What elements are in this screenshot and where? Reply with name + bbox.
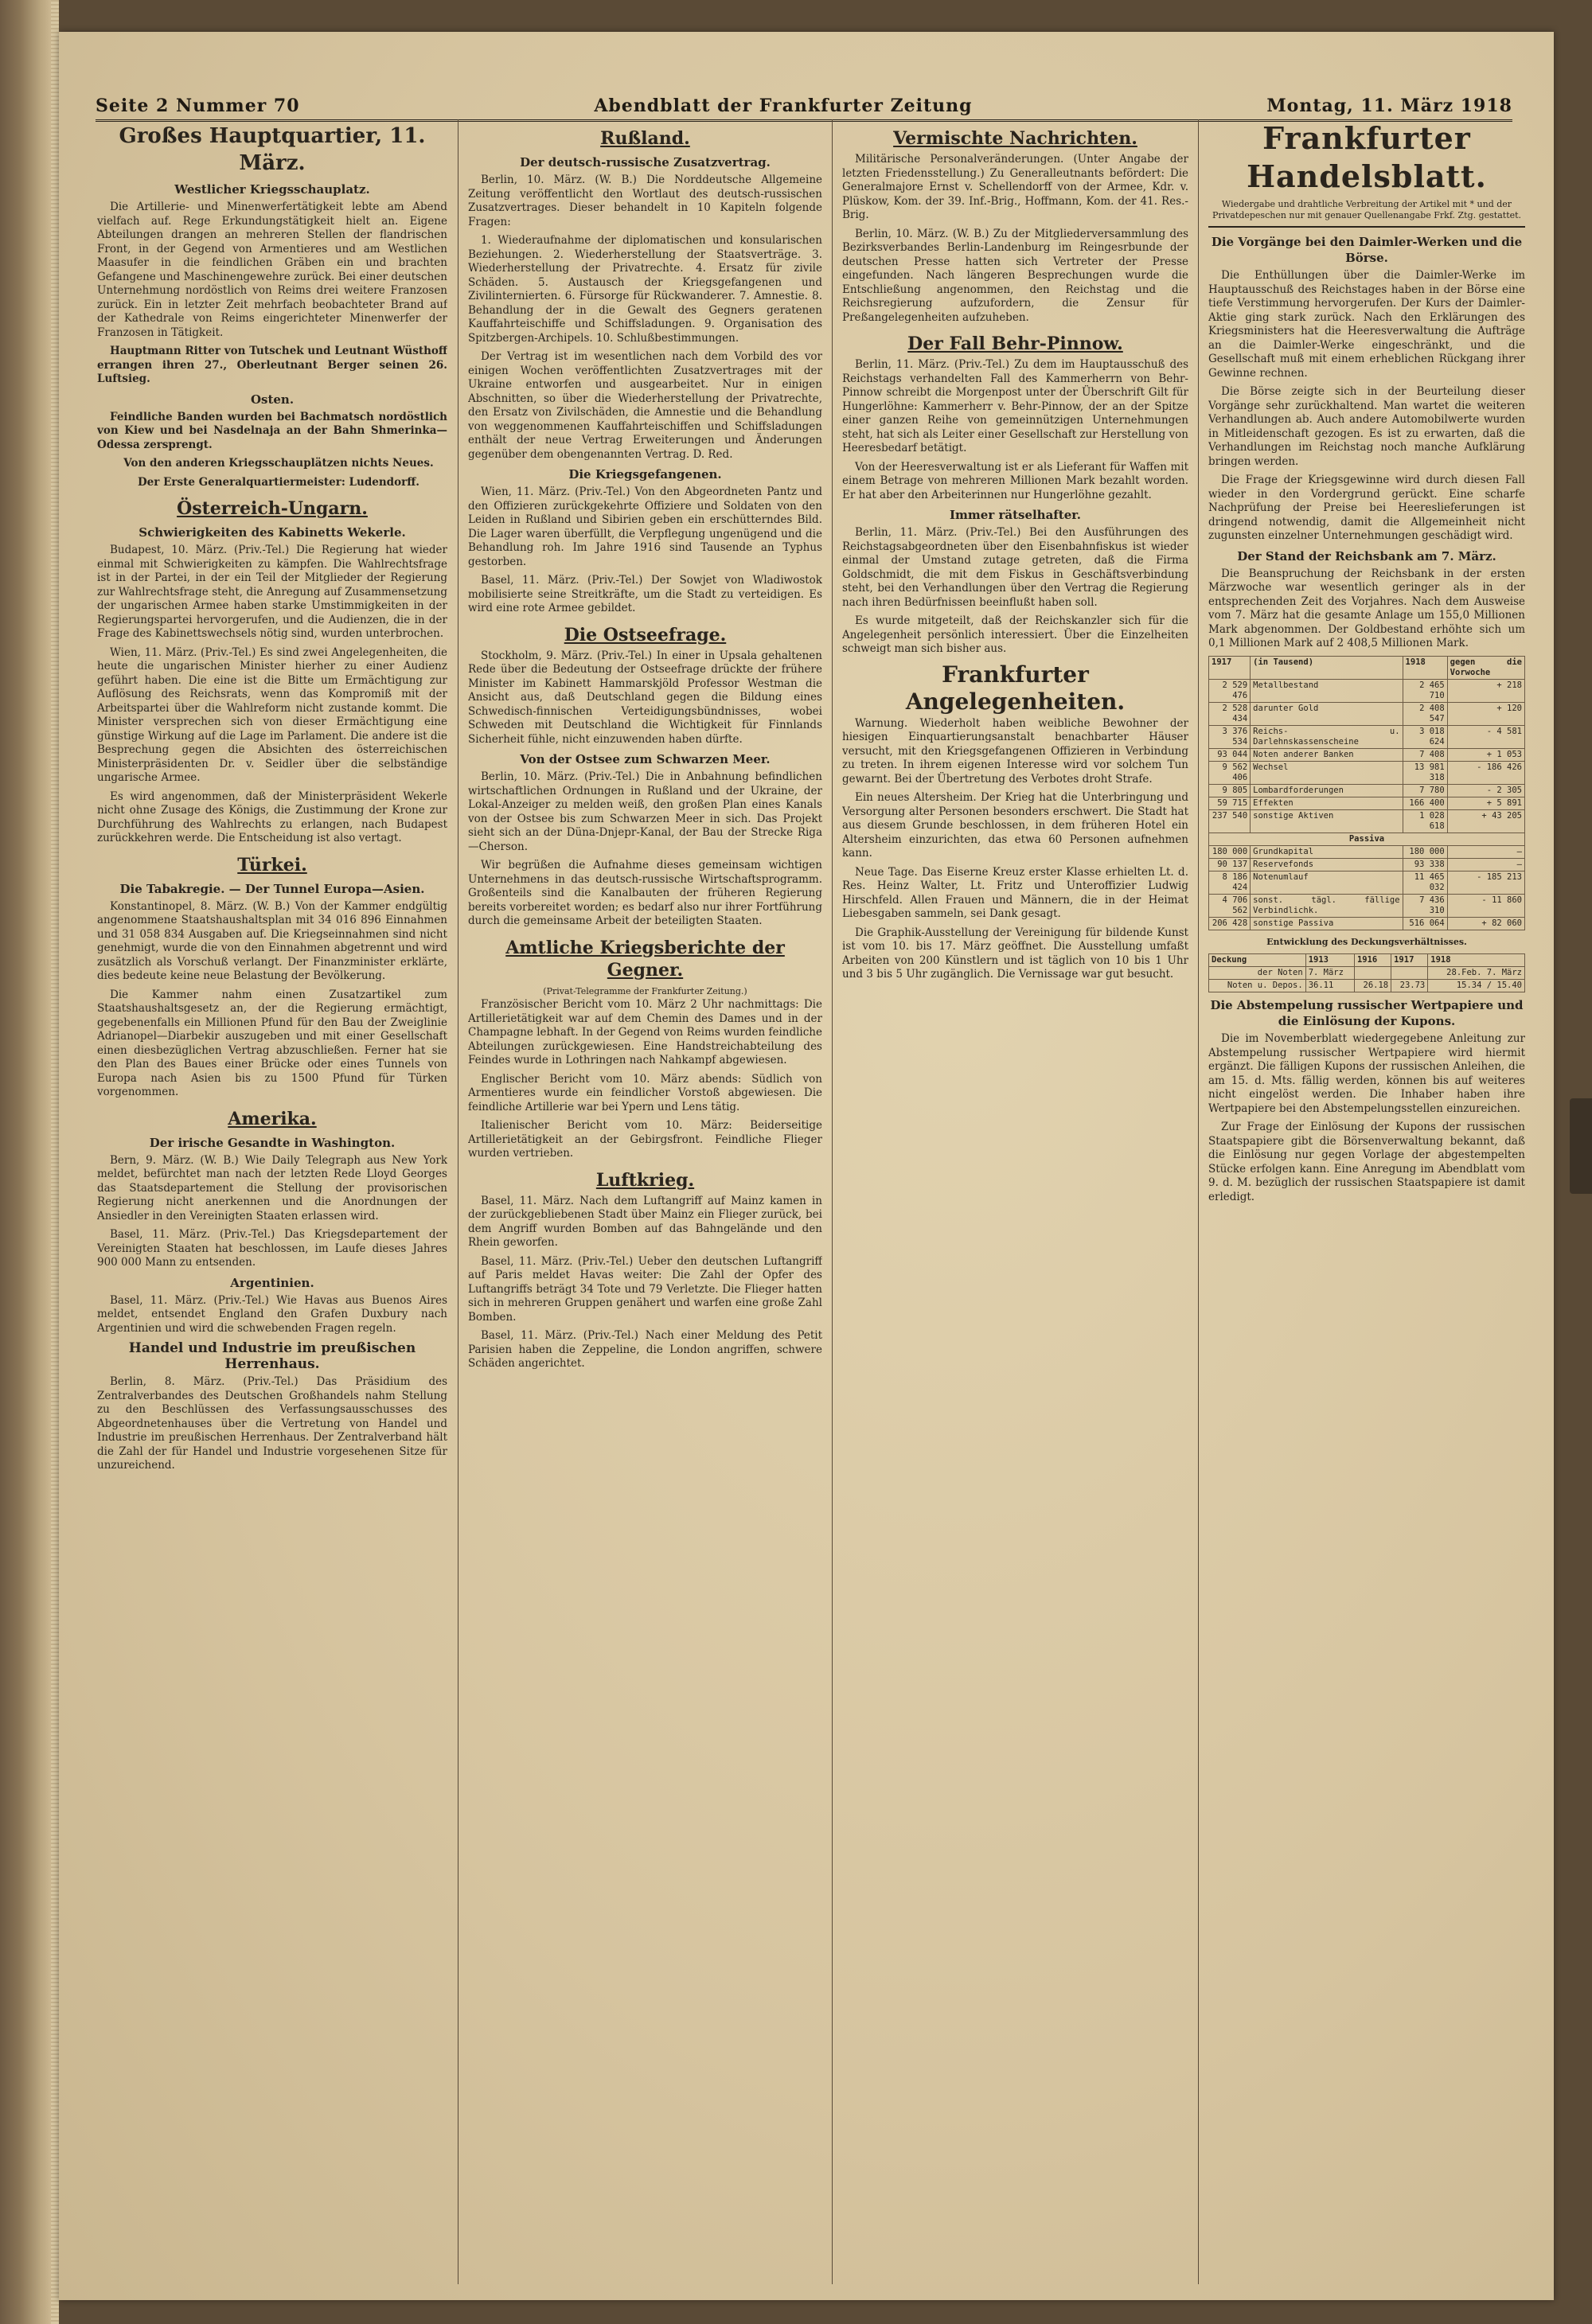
article-paragraph: Die Beanspruchung der Reichsbank in der ersten Märzwoche war wesentlich geringer als in der entsprechenden Zeit des Vorjahres. Nach dem Ausweise vom 7. März hat die gesamte Anlage um 155,0 Millionen Mark abgenommen. Der Goldbestand erhöhte sich um 0,1 Millionen Mark auf 2 408,5 Millionen Mark. [1208, 567, 1525, 649]
table-header-cell: 1916 [1354, 954, 1391, 967]
table-cell: 180 000 [1403, 845, 1447, 858]
article-paragraph: Wien, 11. März. (Priv.-Tel.) Es sind zwei Angelegenheiten, die heute die ungarischen Minister hierher zu einer Audienz geführt haben. Die eine ist die Bitte um Ermächtigung zur Auflösung des Reichsrats, wenn das Kompromiß mit der Arbeitspartei über die Wahlreform nicht zustande kommt. Die Minister versprechen sich von dieser Ermächtigung eine günstige Wirkung auf die Lage im Parlament. Die andere ist die Besprechung gegen die Absichten des österreichischen Ministerpräsidenten Dr. v. Seidler über die selbständige ungarische Armee. [97, 645, 447, 784]
table-cell: Effekten [1251, 797, 1403, 809]
table-row [1209, 845, 1525, 858]
article-paragraph: Die Kammer nahm einen Zusatzartikel zum Staatshaushaltsgesetz an, der die Regierung ermächtigt, gegebenenfalls ein Millionen Pfund für den Bau der Zweiglinie Adrianopel—Diarbekir auszugeben und mit einer Gesellschaft einen diesbezüglichen Vertrag abzuschließen. Ferner hat sie den Plan des Baues einer Brücke oder eines Tunnels von Europa nach Asien bis zu 1500 Pfund für Türken vorgenommen. [97, 988, 447, 1098]
table-row [1209, 784, 1525, 797]
article-paragraph: Der Vertrag ist im wesentlichen nach dem Vorbild des vor einigen Wochen veröffentlichten Zusatzvertrages mit der Ukraine entworfen und ausgearbeitet. Nur in einigen Abschnitten, so über die Wiederherstellung der Privatrechte, den Ersatz von Zivilschäden, die Amnestie und die Behandlung von weggenommenen Kauffahrteischiffen und Schiffsladungen enthält der neue Vertrag Erweiterungen und Änderungen gegenüber dem obengenannten Vertrag. D. Red. [468, 350, 822, 461]
table-cell: - 4 581 [1447, 725, 1524, 748]
table-cell: 15.34 / 15.40 [1428, 980, 1525, 992]
table-row [1209, 809, 1525, 833]
table-row [1209, 679, 1525, 702]
table-cell [1391, 967, 1428, 980]
article-subheadline: Von der Ostsee zum Schwarzen Meer. [520, 752, 771, 766]
article-subheadline: Der deutsch-russische Zusatzvertrag. [520, 155, 771, 170]
table-cell: 9 562 406 [1209, 761, 1251, 784]
reichsbank-table [1208, 656, 1525, 930]
article-paragraph: Es wird angenommen, daß der Ministerpräsident Wekerle nicht ohne Zusage des Königs, die Zustimmung der Krone zur Durchführung des Wahlrechts zu erlangen, nach Budapest zurückkehren werde. Die Entscheidung ist also vertagt. [97, 790, 447, 844]
table-row [1209, 917, 1525, 930]
column-2 [468, 119, 822, 2284]
table-cell: - 11 860 [1447, 894, 1524, 917]
table-row [1209, 871, 1525, 894]
table-cell: 36.11 [1305, 980, 1354, 992]
table-cell: sonst. tägl. fällige Verbindlichk. [1251, 894, 1403, 917]
table-cell: 2 408 547 [1403, 702, 1447, 725]
article-paragraph: Basel, 11. März. (Priv.-Tel.) Wie Havas aus Buenos Aires meldet, entsendet England den Grafen Duxbury nach Argentinien und wird die schwebenden Fragen regeln. [97, 1293, 447, 1335]
column-4-handelsblatt [1208, 119, 1525, 2284]
table-body-aktiva [1209, 679, 1525, 833]
article-subheadline: Die Tabakregie. — Der Tunnel Europa—Asien. [119, 881, 425, 896]
section-headline: Amtliche Kriegsberichte der Gegner. [505, 937, 785, 981]
table-cell: + 218 [1447, 679, 1524, 702]
table-cell: 7. März [1305, 967, 1354, 980]
header-masthead: Abendblatt der Frankfurter Zeitung [594, 96, 973, 116]
page-tab-marker [1570, 1098, 1592, 1194]
column-rule [1198, 119, 1199, 2284]
article-paragraph: Die Börse zeigte sich in der Beurteilung dieser Vorgänge sehr zurückhaltend. Man wartet die weiteren Verhandlungen ab. Auch andere Automobilwerte wurden in Mitleidenschaft gezogen. Es ist zu erwarten, daß die Verhandlungen im Reichstag noch manche Aufklärung bringen werden. [1208, 385, 1525, 468]
article-paragraph: Wien, 11. März. (Priv.-Tel.) Von den Abgeordneten Pantz und den Offizieren zurückgekehrte Offiziere und Soldaten von den Leiden in Rußland und Sibirien geben ein erschütterndes Bild. Die Lager waren überfüllt, die Verpflegung ungenügend und die Behandlung roh. Im Jahre 1916 sind Tausende an Typhus gestorben. [468, 485, 822, 568]
article-paragraph: Die Frage der Kriegsgewinne wird durch diesen Fall wieder in den Vordergrund gerückt. Eine scharfe Nachprüfung der Preise bei Heereslieferungen ist dringend notwendig, damit die Allgemeinheit nicht zugunsten einzelner Unternehmungen geschädigt wird. [1208, 474, 1525, 542]
article-paragraph: Berlin, 10. März. (W. B.) Zu der Mitgliederversammlung des Bezirksverbandes Berlin-Landenburg im Reingesrbunde der deutschen Presse hatten sich Vertreter der Presse eingefunden. Nach längeren Besprechungen wurde die Entschließung angenommen, den Reichstag und die Reichsregierung aufzufordern, die Zensur für Preßangelegenheiten aufzuheben. [842, 227, 1188, 324]
table-cell: 166 400 [1403, 797, 1447, 809]
table-cell: Notenumlauf [1251, 871, 1403, 894]
article-paragraph: Berlin, 10. März. (W. B.) Die Norddeutsche Allgemeine Zeitung veröffentlicht den Wortlaut des deutsch-russischen Zusatzvertrages. Dieser behandelt in 10 Kapiteln folgende Fragen: [468, 174, 822, 228]
table-cell: Lombardforderungen [1251, 784, 1403, 797]
table-row [1209, 894, 1525, 917]
article-paragraph: Berlin, 11. März. (Priv.-Tel.) Zu dem im Hauptausschuß des Reichstags verhandelten Fall des Kammerherrn von Behr-Pinnow schreibt die Morgenpost unter der Überschrift Gilt für Hungerlöhne: Kammerherr v. Behr-Pinnow, der an der Spitze einer ganzen Reihe von gemeinnützigen Unternehmungen steht, hat sich als Leiter einer Gesellschaft zur Herstellung von Heeresbedarf betätigt. [842, 358, 1188, 454]
article-signature: Der Erste Generalquartiermeister: Ludendorff. [137, 475, 420, 489]
section-headline: Österreich-Ungarn. [177, 498, 368, 519]
table-row [1209, 761, 1525, 784]
table-cell: 59 715 [1209, 797, 1251, 809]
table-header-cell: 1917 [1209, 656, 1251, 679]
article-subheadline: Die Abstempelung russischer Wertpapiere und die Einlösung der Kupons. [1210, 998, 1524, 1028]
table-cell: der Noten [1209, 967, 1306, 980]
article-paragraph: Die im Novemberblatt wiedergegebene Anleitung zur Abstempelung russischer Wertpapiere wird hiermit ergänzt. Die fälligen Kupons der russischen Anleihen, die am 15. d. Mts. fällig werden, können bis auf weiteres nicht eingelöst werden. Die Inhaber haben ihre Wertpapiere bei den Abstempelungsstellen einzureichen. [1208, 1032, 1525, 1115]
table-cell: — [1447, 845, 1524, 858]
column-3 [842, 119, 1188, 2284]
table-cell: 4 706 562 [1209, 894, 1251, 917]
article-subheadline: Die Kriegsgefangenen. [568, 467, 722, 482]
section-headline: Amerika. [228, 1108, 317, 1129]
article-paragraph: Berlin, 8. März. (Priv.-Tel.) Das Präsidium des Zentralverbandes des Deutschen Großhandels nahm Stellung zu den Beschlüssen des Verfassungsausschusses des Abgeordnetenhauses über die Vertretung von Handel und Industrie im preußischen Herrenhaus. Der Zentralverband hält die Zahl der für Handel und Industrie vorgesehenen Sitze für unzureichend. [97, 1375, 447, 1472]
table-cell: 1 028 618 [1403, 809, 1447, 833]
article-paragraph: Von der Heeresverwaltung ist er als Lieferant für Waffen mit einem Betrage von mehreren Millionen Mark bezahlt worden. Er hat aber den Arbeiterinnen nur Hungerlöhne gezahlt. [842, 460, 1188, 501]
table-cell: Reservefonds [1251, 858, 1403, 871]
article-paragraph: Zur Frage der Einlösung der Kupons der russischen Staatspapiere gibt die Börsenverwaltung bekannt, daß die Einlösung nur gegen Vorlage der abgestempelten Stücke erfolgen kann. Eine Anregung im Abendblatt vom 9. d. M. bezüglich der russischen Staatspapiere ist damit erledigt. [1208, 1121, 1525, 1203]
article-subheadline: Die Vorgänge bei den Daimler-Werken und die Börse. [1211, 235, 1523, 265]
column-rule [832, 119, 833, 2284]
article-paragraph: Budapest, 10. März. (Priv.-Tel.) Die Regierung hat wieder einmal mit Schwierigkeiten zu kämpfen. Die Wahlrechtsfrage ist in der Partei, in der ein Teil der Mitglieder der Regierung zur Wahlrechtsfrage steht, die Anregung auf Zusammensetzung der ungarischen Armee haben starke Umstimmigkeiten in der Regierungspartei hervorgerufen, und die Audienzen, die in der Frage des Kabinettswechsels nötig sind, wurden unterbrochen. [97, 544, 447, 640]
article-paragraph: Die Enthüllungen über die Daimler-Werke im Hauptausschuß des Reichstages haben in der Börse eine tiefe Verstimmung hervorgerufen. Der Kurs der Daimler-Aktie ging stark zurück. Nach den Erklärungen des Kriegsministers hat die Heeresverwaltung die Aufträge an die Daimler-Werke eingeschränkt, und die Gesellschaft muß mit einem erheblichen Rückgang ihrer Gewinne rechnen. [1208, 269, 1525, 380]
article-paragraph: Warnung. Wiederholt haben weibliche Bewohner der hiesigen Einquartierungsanstalt benachbarter Häuser versucht, mit den Kriegsgefangenen Offizieren in Verbindung zu treten. In ihrem eigenen Interesse wird vor solchem Tun gewarnt. Bei der Übertretung des Verbotes droht Strafe. [842, 716, 1188, 786]
article-paragraph: Militärische Personalveränderungen. (Unter Angabe der letzten Friedensstellung.) Zu Generalleutnants befördert: Die Generalmajore Ernst v. Schellendorff von der Armee, Kdr. v. Plüskow, Kom. der 39. Inf.-Brig., Hoffmann, Kom. der 41. Res.-Brig. [842, 153, 1188, 221]
table-cell: + 1 053 [1447, 748, 1524, 761]
table-cell: 7 408 [1403, 748, 1447, 761]
table-cell: sonstige Passiva [1251, 917, 1403, 930]
section-headline: Rußland. [600, 128, 690, 149]
table-row [1209, 702, 1525, 725]
section-headline: Vermischte Nachrichten. [893, 128, 1137, 149]
article-paragraph: Berlin, 10. März. (Priv.-Tel.) Die in Anbahnung befindlichen wirtschaftlichen Ordnungen in Rußland und der Ukraine, der Lokal-Anzeiger zu melden weiß, den großen Plan eines Kanals von der Ostsee bis zum Schwarzen Meer in sich. Das Projekt sieht sich an der Düna-Dnjepr-Kanal, der Bau der Strecke Riga—Cherson. [468, 770, 822, 853]
table-section-row [1209, 833, 1525, 845]
table-cell: 206 428 [1209, 917, 1251, 930]
table-cell: 93 044 [1209, 748, 1251, 761]
table-header-cell: 1918 [1428, 954, 1525, 967]
article-paragraph: Bern, 9. März. (W. B.) Wie Daily Telegraph aus New York meldet, befürchtet man nach der letzten Rede Lloyd Georges das Staatsdepartement die Stellung der provisorischen Regierung nicht anerkennen und die Anordnungen der Ansiedler in den Vereinigten Staaten erlassen wird. [97, 1153, 447, 1222]
handelsblatt-title: Frankfurter Handelsblatt. [1247, 120, 1487, 194]
table-cell: + 43 205 [1447, 809, 1524, 833]
article-paragraph: Von den anderen Kriegsschauplätzen nichts Neues. [123, 457, 434, 470]
article-subheadline: Der irische Gesandte in Washington. [149, 1135, 396, 1150]
coverage-table-body [1209, 967, 1525, 992]
table-cell: 90 137 [1209, 858, 1251, 871]
article-paragraph: Basel, 11. März. (Priv.-Tel.) Nach einer Meldung des Petit Parisien haben die Zeppeline, die London angriffen, schwere Schäden angerichtet. [468, 1329, 822, 1370]
article-paragraph: Basel, 11. März. (Priv.-Tel.) Das Kriegsdepartement der Vereinigten Staaten hat beschlossen, im Laufe dieses Jahres 900 000 Mann zu entsenden. [97, 1228, 447, 1269]
table-header-cell: 1918 [1403, 656, 1447, 679]
table-cell: 3 376 534 [1209, 725, 1251, 748]
article-paragraph: Es wurde mitgeteilt, daß der Reichskanzler sich für die Angelegenheit persönlich interessiert. Über die Einzelheiten schweigt man sich bisher aus. [842, 614, 1188, 655]
table-cell: sonstige Aktiven [1251, 809, 1403, 833]
article-paragraph: Hauptmann Ritter von Tutschek und Leutnant Wüsthoff errangen ihren 27., Oberleutnant Berger seinen 26. Luftsieg. [97, 345, 447, 385]
table-cell: - 2 305 [1447, 784, 1524, 797]
article-subheadline: Immer rätselhafter. [950, 508, 1081, 522]
table-cell: 2 529 476 [1209, 679, 1251, 702]
article-subheadline: Westlicher Kriegsschauplatz. [174, 182, 370, 197]
table-header-cell: (in Tausend) [1251, 656, 1403, 679]
article-paragraph: Konstantinopel, 8. März. (W. B.) Von der Kammer endgültig angenommene Staatshaushaltsplan mit 34 016 896 Einnahmen und 31 058 834 Ausgaben auf. Die Kriegseinnahmen sind nicht genehmigt, wurde die von den Einnahmen abgetrennt und wird zusätzlich als Vorschuß verlangt. Der Finanzminister erklärte, dies bedeute keine neue Belastung der Bevölkerung. [97, 899, 447, 982]
table-cell [1354, 967, 1391, 980]
table-cell: 2 528 434 [1209, 702, 1251, 725]
article-paragraph: Die Graphik-Ausstellung der Vereinigung für bildende Kunst ist vom 10. bis 17. März geöffnet. Die Ausstellung umfaßt Arbeiten von 200 Künstlern und ist täglich von 10 bis 1 Uhr und 3 bis 5 Uhr zugänglich. Die Vernissage war gut besucht. [842, 926, 1188, 981]
table-header-row [1209, 656, 1525, 679]
article-paragraph: Ein neues Altersheim. Der Krieg hat die Unterbringung und Versorgung alter Personen besonders erschwert. Die Stadt hat aus diesem Grunde beschlossen, in dem früheren Hotel ein Altersheim einzurichten, das etwa 60 Personen aufnehmen kann. [842, 791, 1188, 860]
table-cell: 23.73 [1391, 980, 1428, 992]
table-cell: Grundkapital [1251, 845, 1403, 858]
table-cell: 516 064 [1403, 917, 1447, 930]
table-cell: darunter Gold [1251, 702, 1403, 725]
column-1 [97, 119, 447, 2284]
table-cell: 28.Feb. 7. März [1428, 967, 1525, 980]
article-paragraph: Basel, 11. März. (Priv.-Tel.) Der Sowjet von Wladiwostok mobilisierte seine Streitkräfte, um die Stadt zu verteidigen. Es wird eine rote Armee gebildet. [468, 574, 822, 614]
table-row [1209, 797, 1525, 809]
table-header-cell: Deckung [1209, 954, 1306, 967]
article-paragraph: Stockholm, 9. März. (Priv.-Tel.) In einer in Upsala gehaltenen Rede über die Bedeutung der Ostseefrage drückte der frühere Minister im Kabinett Hammarskjöld Professor Westman die Ansicht aus, daß Deutschland gegen die Bildung eines Schwedisch-finnischen Verteidigungsbündnisses, wobei Schweden mit Deutschland die Wichtigkeit für Finnlands Sicherheit fühle, nicht einzuwenden haben dürfte. [468, 649, 822, 746]
table-body-passiva [1209, 845, 1525, 930]
header-date: Montag, 11. März 1918 [1266, 96, 1512, 116]
article-paragraph: Basel, 11. März. (Priv.-Tel.) Ueber den deutschen Luftangriff auf Paris meldet Havas weiter: Die Zahl der Opfer des Luftangriffs beträgt 34 Tote und 79 Verletzte. Die Flieger hatten sich in mehreren Gruppen genähert und warfen eine große Zahl Bomben. [468, 1254, 822, 1324]
article-subheadline: Schwierigkeiten des Kabinetts Wekerle. [139, 525, 406, 540]
table-cell: + 120 [1447, 702, 1524, 725]
section-headline: Frankfurter Angelegenheiten. [905, 661, 1126, 715]
table-cell: 26.18 [1354, 980, 1391, 992]
article-list: 1. Wiederaufnahme der diplomatischen und konsularischen Beziehungen. 2. Wiederherstellung der Staatsverträge. 3. Wiederherstellung der Privatrechte. 4. Ersatz für zivile Schäden. 5. Austausch der Kriegsgefangenen und Zivilinternierten. 6. Fürsorge für Rückwanderer. 7. Amnestie. 8. Behandlung der in die Gewalt des Gegners geratenen Kauffahrteischiffe und Schiffsladungen. 9. Organisation des Spitzbergen-Archipels. 10. Schlußbestimmungen. [468, 234, 822, 345]
article-paragraph: Wir begrüßen die Aufnahme dieses gemeinsam wichtigen Unternehmens in das deutsch-russische Wirtschaftsprogramm. Großenteils sind die Kanalbauten der früheren Regierung bereits vorbereitet worden; es bedarf also nur ihrer Fortführung durch die gemeinsame Arbeit der beteiligten Staaten. [468, 859, 822, 927]
article-subheadline: Argentinien. [230, 1275, 314, 1290]
section-headline: Luftkrieg. [595, 1169, 695, 1191]
table-row [1209, 748, 1525, 761]
article-subheadline: Osten. [250, 392, 295, 407]
table-cell: 13 981 318 [1403, 761, 1447, 784]
table-cell: 237 540 [1209, 809, 1251, 833]
table-cell: Wechsel [1251, 761, 1403, 784]
table-cell: 180 000 [1209, 845, 1251, 858]
table-cell: 2 465 710 [1403, 679, 1447, 702]
table-cell: — [1447, 858, 1524, 871]
table-row [1209, 980, 1525, 992]
page-header [96, 88, 1512, 122]
table-row [1209, 967, 1525, 980]
article-paragraph: Berlin, 11. März. (Priv.-Tel.) Bei den Ausführungen des Reichstagsabgeordneten über den Eisenbahnfiskus ist wieder einmal der Umstand zutage getreten, daß die Firma Goldschmidt, die mit dem Fiskus in Geschäftsverbindung steht, bei den Verhandlungen über den Vertrag die Regierung nach ihren Bedürfnissen beeinflußt haben soll. [842, 526, 1188, 609]
article-paragraph: Italienischer Bericht vom 10. März: Beiderseitige Artillerietätigkeit an der Gebirgsfront. Feindliche Flieger wurden vertrieben. [468, 1119, 822, 1160]
article-paragraph: Die Artillerie- und Minenwerfertätigkeit lebte am Abend vielfach auf. Rege Erkundungstätigkeit hielt an. Eigene Abteilungen drangen an mehreren Stellen der flandrischen Front, in der Gegend von Armentieres und am Westlichen Maasufer in die feindlichen Gräben ein und brachten Gefangene und Maschinengewehre zurück. Bei einer deutschen Unternehmung nordöstlich von Reims drei weitere Franzosen zurück. Ein in letzter Zeit mehrfach beobachteter Brand auf der Kathedrale von Reims eingerichteter Minenwerfer der Franzosen in Tätigkeit. [97, 201, 447, 339]
table-cell: + 82 060 [1447, 917, 1524, 930]
article-paragraph: Englischer Bericht vom 10. März abends: Südlich von Armentieres wurde ein feindlicher Vorstoß abgewiesen. Die feindliche Artillerie war bei Ypern und Lens tätig. [468, 1072, 822, 1113]
table-header-cell: 1917 [1391, 954, 1428, 967]
table-cell: 93 338 [1403, 858, 1447, 871]
article-paragraph: Feindliche Banden wurden bei Bachmatsch nordöstlich von Kiew und bei Nasdelnaja an der Bahn Shmerinka—Odessa zersprengt. [97, 410, 447, 451]
section-headline: Der Fall Behr-Pinnow. [907, 333, 1123, 354]
table-cell: 9 805 [1209, 784, 1251, 797]
table-row [1209, 725, 1525, 748]
table-header-row [1209, 954, 1525, 967]
table-cell: 7 780 [1403, 784, 1447, 797]
table-cell: Noten anderer Banken [1251, 748, 1403, 761]
table-cell: Reichs- u. Darlehnskassenscheine [1251, 725, 1403, 748]
article-paragraph: Neue Tage. Das Eiserne Kreuz erster Klasse erhielten Lt. d. Res. Heinz Walter, Lt. Fritz und Unteroffizier Ludwig Hirschfeld. Allen Frauen und Männern, die in der Heimat Liebesgaben sammeln, sei Dank gesagt. [842, 865, 1188, 920]
book-binding [0, 0, 51, 2324]
section-headline: Türkei. [237, 854, 307, 875]
table-cell: - 185 213 [1447, 871, 1524, 894]
table-cell: Noten u. Depos. [1209, 980, 1306, 992]
table-cell: + 5 891 [1447, 797, 1524, 809]
table-section-label: Passiva [1209, 833, 1525, 845]
table-cell: 8 186 424 [1209, 871, 1251, 894]
page-stack-edge [51, 0, 59, 2324]
table-cell: 11 465 032 [1403, 871, 1447, 894]
table-cell: - 186 426 [1447, 761, 1524, 784]
section-headline: Die Ostseefrage. [564, 624, 727, 645]
coverage-table-title: Entwicklung des Deckungsverhältnisses. [1266, 936, 1467, 947]
table-row [1209, 858, 1525, 871]
table-cell: Metallbestand [1251, 679, 1403, 702]
article-headline: Großes Hauptquartier, 11. März. [119, 124, 426, 175]
table-cell: 3 018 624 [1403, 725, 1447, 748]
table-header-cell: gegen die Vorwoche [1447, 656, 1524, 679]
table-cell: 7 436 310 [1403, 894, 1447, 917]
article-subheadline: Der Stand der Reichsbank am 7. März. [1237, 548, 1496, 563]
article-subheadline: Handel und Industrie im preußischen Herrenhaus. [128, 1340, 416, 1372]
handelsblatt-subtitle: Wiedergabe und drahtliche Verbreitung der Artikel mit * und der Privatdepeschen nur mit genauer Quellenangabe Frkf. Ztg. gestattet. [1208, 199, 1525, 228]
header-page-number: Seite 2 Nummer 70 [96, 96, 300, 116]
table-header-cell: 1913 [1305, 954, 1354, 967]
article-paragraph: Basel, 11. März. Nach dem Luftangriff auf Mainz kamen in der zurückgebliebenen Stadt über Mainz ein Flieger zurück, bei dem Angriff wurden Bomben auf das Bahngelände und den Rhein geworfen. [468, 1194, 822, 1249]
article-credit: (Privat-Telegramme der Frankfurter Zeitung.) [543, 985, 747, 996]
article-paragraph: Französischer Bericht vom 10. März 2 Uhr nachmittags: Die Artillerietätigkeit war auf dem Chemin des Dames und in der Champagne lebhaft. In der Gegend von Reims wurden feindliche Abteilungen zurückgewiesen. Eine Handstreichabteilung des Feindes wurde in Lothringen nach Nahkampf abgewiesen. [468, 998, 822, 1066]
coverage-table [1208, 953, 1525, 992]
